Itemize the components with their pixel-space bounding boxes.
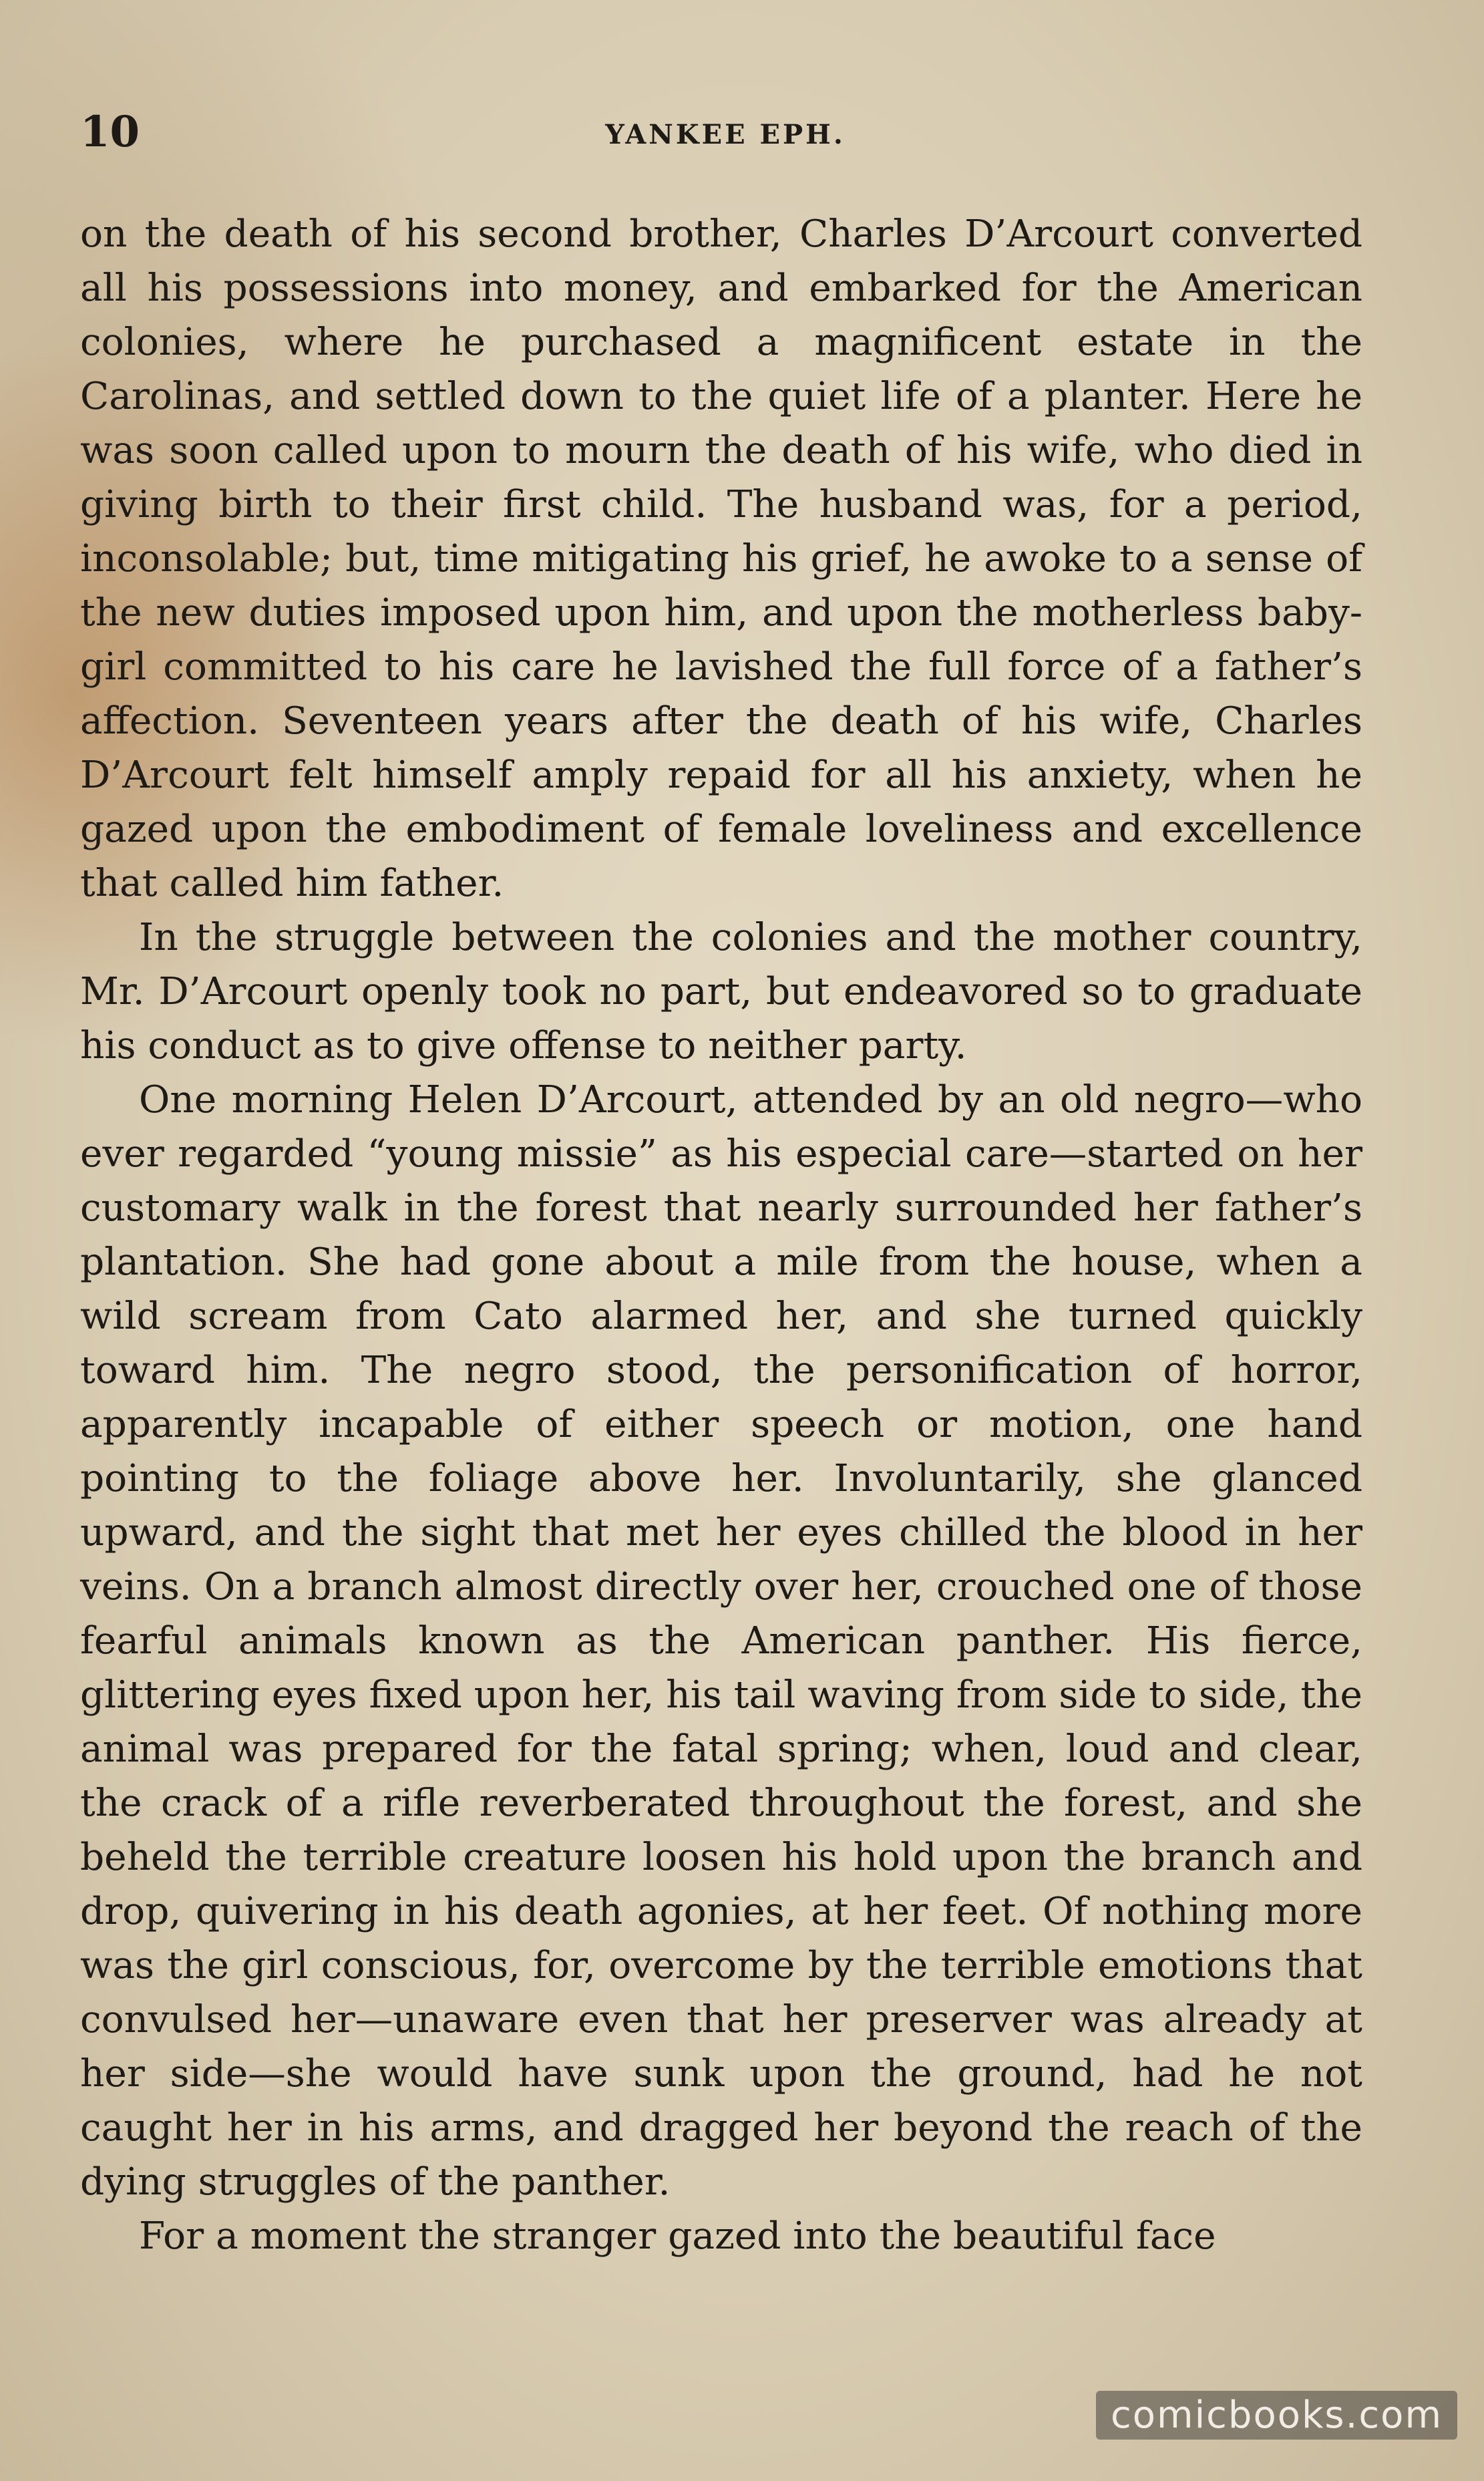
running-head: YANKEE EPH.	[605, 119, 846, 150]
watermark: comicbooks.com	[1096, 2391, 1457, 2440]
paragraph-struggle: In the struggle between the colonies and the mother country, Mr. D’Arcourt openly took no part, but endeavored so to graduate his conduct as to give offense to neither party.	[80, 916, 1362, 1067]
paragraph-continuation: on the death of his second brother, Charles D’Arcourt converted all his possessions into money, and embarked for the American colonies, where he purchased a magnificent estate in the Carolinas, and settled down to the quiet life of a planter. Here he was soon called upon to mourn the death of his wife, who died in giving birth to their first child. The husband was, for a period, inconsolable; but, time mitigating his grief, he awoke to a sense of the new duties imposed upon him, and upon the motherless baby-girl committed to his care he lavished the full force of a father’s affection. Seventeen years after the death of his wife, Charles D’Arcourt felt himself amply repaid for all his anxiety, when he gazed upon the embodiment of female loveliness and excellence that called him father.	[80, 212, 1362, 905]
paragraph-stranger: For a moment the stranger gazed into the beautiful face	[139, 2214, 1216, 2258]
body-text	[80, 207, 1362, 2263]
page-number: 10	[80, 107, 140, 157]
paragraph-panther: One morning Helen D’Arcourt, attended by an old negro—who ever regarded “young missie” as his especial care—started on her customary walk in the forest that nearly surrounded her father’s plantation. She had gone about a mile from the house, when a wild scream from Cato alarmed her, and she turned quickly toward him. The negro stood, the personification of horror, apparently incapable of either speech or motion, one hand pointing to the foliage above her. Involuntarily, she glanced upward, and the sight that met her eyes chilled the blood in her veins. On a branch almost directly over her, crouched one of those fearful animals known as the American panther. His fierce, glittering eyes fixed upon her, his tail waving from side to side, the animal was prepared for the fatal spring; when, loud and clear, the crack of a rifle reverberated throughout the forest, and she beheld the terrible creature loosen his hold upon the branch and drop, quivering in his death agonies, at her feet. Of nothing more was the girl conscious, for, overcome by the terrible emotions that convulsed her—unaware even that her preserver was already at her side—she would have sunk upon the ground, had he not caught her in his arms, and dragged her beyond the reach of the dying struggles of the panther.	[80, 1078, 1362, 2204]
page-header	[80, 107, 1370, 174]
